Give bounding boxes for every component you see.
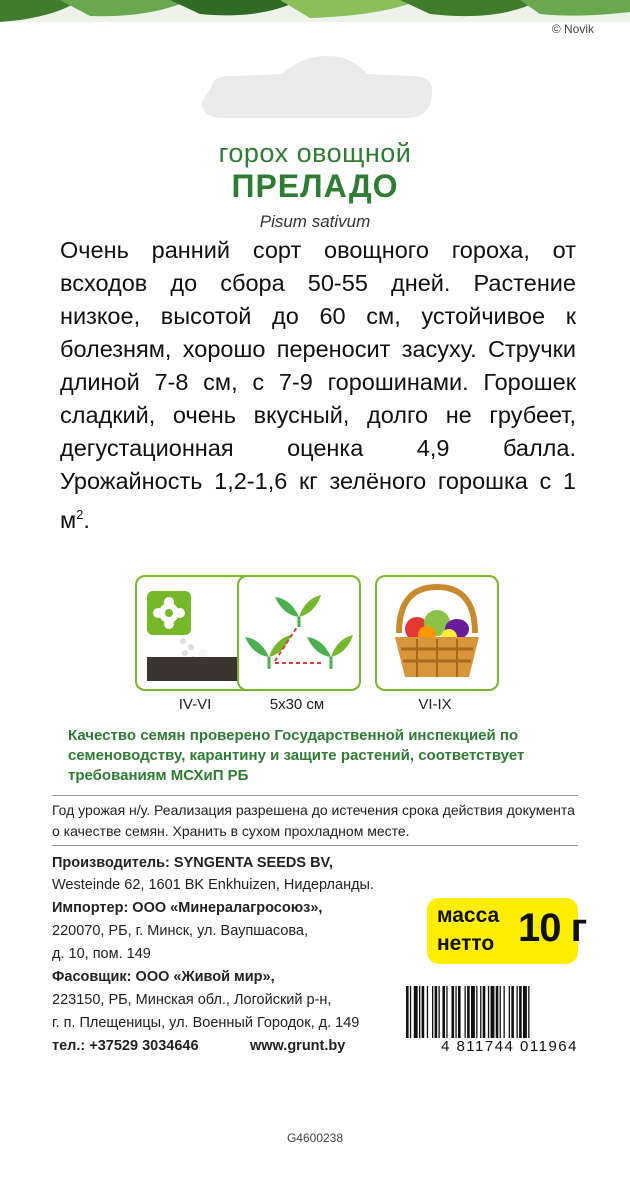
storage-info: Год урожая н/у. Реализация разрешена до истечения срока действия документа о качестве семян. Хранить в сухом прохладном месте. [52, 802, 575, 839]
packer-address-line2: г. п. Плещеницы, ул. Военный Городок, д. 149 [52, 1015, 360, 1031]
hang-tab-shape [192, 56, 437, 122]
description-text: Очень ранний сорт овощного гороха, от всходов до сбора 50-55 дней. Растение низкое, высотой до 60 см, устойчивое к болезням, хорошо переносит засуху. Стручки длиной 7-8 см, с 7-9 горошинами. Горошек сладкий, очень вкусный, долго не грубеет, дегустационная оценка 4,9 балла. Урожайность 1,2-1,6 кг зелёного горошка с 1 м [60, 237, 576, 533]
divider [52, 795, 578, 796]
leaves-banner [0, 0, 630, 22]
harvest-period-label: VI-IX [418, 696, 452, 713]
description-end: . [83, 506, 90, 533]
packer-address-line1: 223150, РБ, Минская обл., Логойский р-н, [52, 992, 332, 1008]
spacing-icon [237, 575, 361, 691]
copyright: © Novik [551, 22, 594, 36]
product-code: G4600238 [286, 1131, 344, 1145]
barcode [392, 986, 578, 1038]
producer-label: Производитель: SYNGENTA SEEDS BV, [52, 855, 333, 871]
spacing-label: 5х30 см [269, 696, 325, 713]
packer-label: Фасовщик: ООО «Живой мир», [52, 969, 275, 985]
net-weight-value: 10 г [518, 906, 587, 950]
website-link[interactable]: www.grunt.by [250, 1038, 346, 1054]
importer-address-line1: 220070, РБ, г. Минск, ул. Ваупшасова, [52, 923, 309, 939]
divider [52, 845, 578, 846]
importer-label: Импортер: ООО «Минералагросоюз», [52, 900, 323, 916]
product-type: горох овощной [218, 138, 412, 168]
sowing-period-label: IV-VI [178, 696, 212, 713]
producer-address: Westeinde 62, 1601 BK Enkhuizen, Нидерланды. [52, 877, 374, 893]
quality-statement: Качество семян проверено Государственной инспекцией по семеноводству, карантину и защите растений, соответствует требованиям МСХиП РБ [68, 727, 525, 784]
importer-address-line2: д. 10, пом. 149 [52, 946, 151, 962]
product-description [60, 234, 576, 537]
net-weight-word1: масса [437, 904, 500, 927]
harvest-basket-icon [375, 575, 499, 691]
latin-name: Pisum sativum [259, 212, 371, 231]
product-title: ПРЕЛАДО [231, 168, 399, 204]
barcode-number: 4 811744 011964 [440, 1038, 578, 1055]
net-weight-word2: нетто [437, 932, 495, 955]
description-superscript: 2 [76, 507, 84, 522]
phone-number: тел.: +37529 3034646 [52, 1038, 199, 1054]
